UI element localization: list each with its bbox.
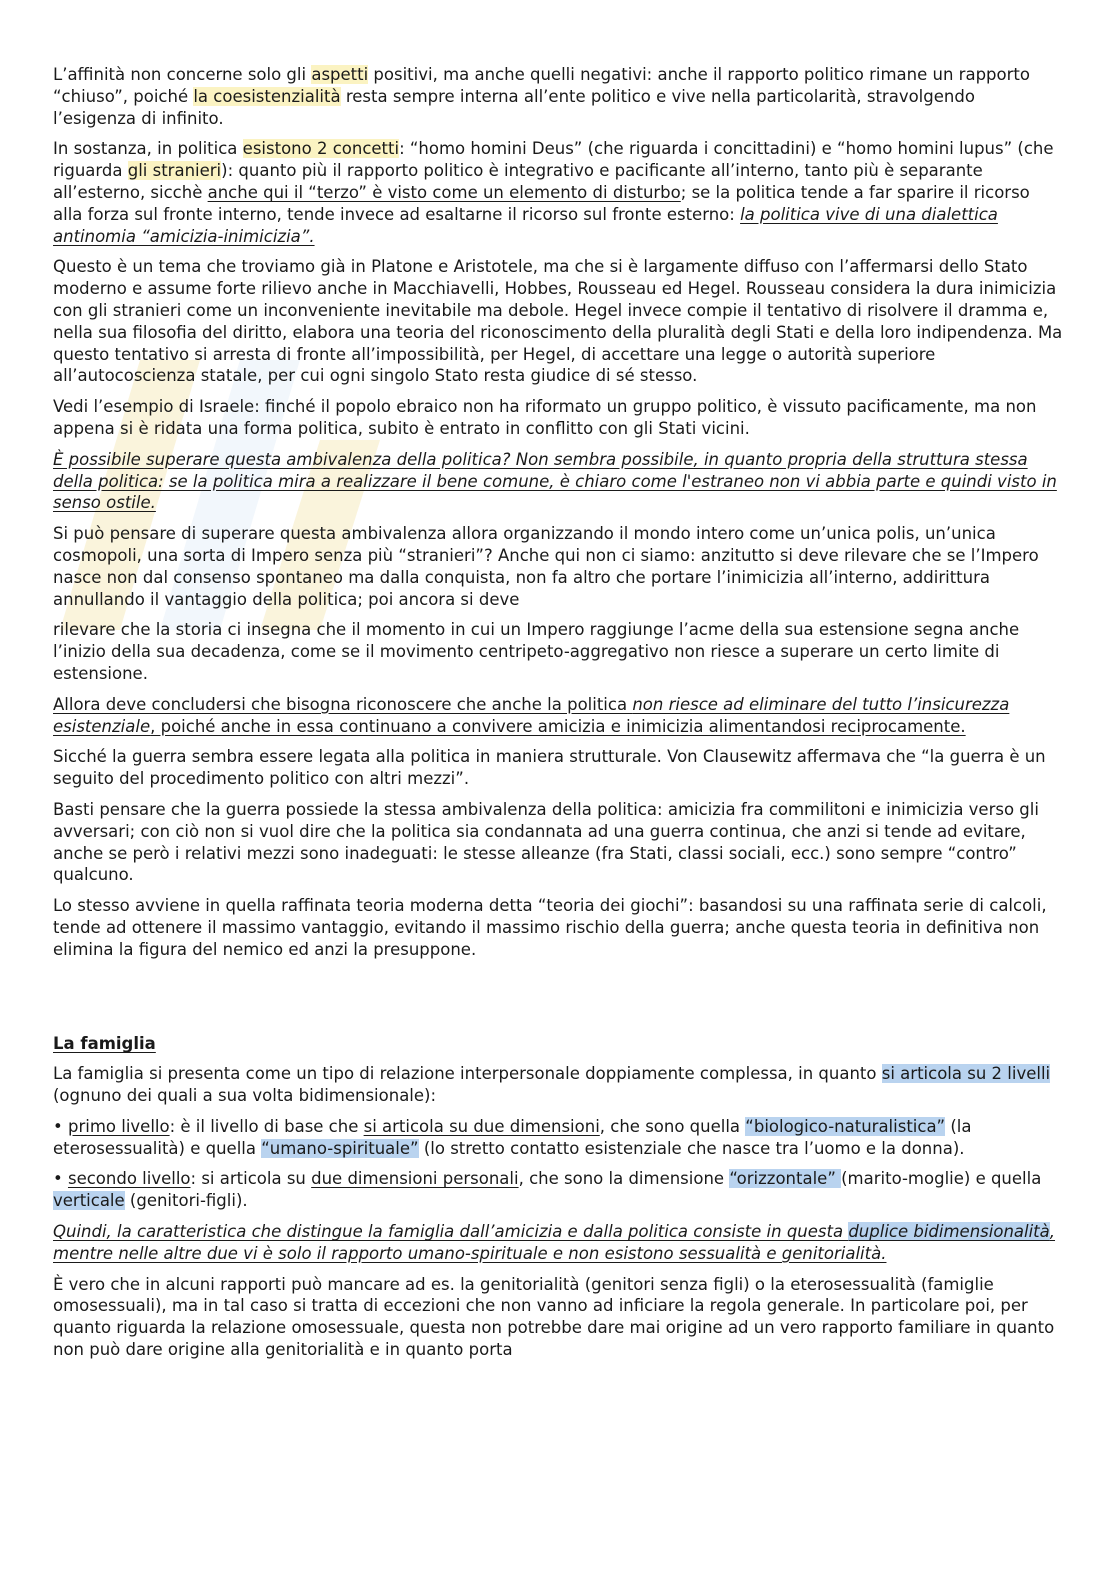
bullet-item-2: • secondo livello: si articola su due dimensioni personali, che sono la dimensione “orizzontale” (marito-moglie) e quella verticale (genitori-figli).: [53, 1169, 1042, 1211]
bullet-mark: •: [53, 1169, 68, 1189]
bullet-item-1: • primo livello: è il livello di base che si articola su due dimensioni, che sono quella “biologico-naturalistica” (la eterosessualità) e quella “umano-spirituale” (lo stretto contatto esistenziale che nasce tra l’uomo e la donna).: [53, 1116, 972, 1158]
paragraph-1: L’affinità non concerne solo gli aspetti positivi, ma anche quelli negativi: anche il rapporto politico rimane un rapporto “chiuso”, poiché la coesistenzialità resta sempre interna all’ente politico e vive nella particolarità, stravolgendo l’esigenza di infinito.: [53, 65, 1030, 128]
section-last-paragraph: È vero che in alcuni rapporti può mancare ad es. la genitorialità (genitori senza figli) o la eterosessualità (famiglie omosessuali), ma in tal caso si tratta di eccezioni che non vanno ad inficiare la regola generale. In particolare poi, per quanto riguarda la relazione omosessuale, questa non potrebbe dare mai origine ad un vero rapporto familiare in quanto non può dare origine alla genitorialità e in quanto porta: [53, 1274, 1055, 1360]
paragraph-9: Sicché la guerra sembra essere legata alla politica in maniera strutturale. Von Clausewitz affermava che “la guerra è un seguito del procedimento politico con altri mezzi”.: [53, 747, 1046, 789]
paragraph-10: Basti pensare che la guerra possiede la stessa ambivalenza della politica: amicizia fra commilitoni e inimicizia verso gli avversari; con ciò non si vuol dire che la politica sia condannata ad una guerra continua, che anzi si tende ad evitare, anche se però i relativi mezzi sono inadeguati: le stesse alleanze (fra Stati, classi sociali, ecc.) sono sempre “contro” qualcuno.: [53, 799, 1039, 885]
section-heading: La famiglia: [53, 1034, 156, 1054]
paragraph-8: Allora deve concludersi che bisogna riconoscere che anche la politica non riesce ad eliminare del tutto l’insicurezza esistenziale, poiché anche in essa continuano a convivere amicizia e inimicizia alimentandosi reciprocamente.: [53, 694, 1010, 736]
paragraph-4: Vedi l’esempio di Israele: finché il popolo ebraico non ha riformato un gruppo politico, è vissuto pacificamente, ma non appena si è ridata una forma politica, subito è entrato in conflitto con gli Stati vicini.: [53, 397, 1037, 438]
section-spacer: [53, 969, 1063, 1033]
section-conclusion: Quindi, la caratteristica che distingue la famiglia dall’amicizia e dalla politica consiste in questa duplice bidimensionalità, mentre nelle altre due vi è solo il rapporto umano-spirituale e non esistono sessualità e genitorialità.: [53, 1222, 1056, 1263]
document-page: [53, 64, 1063, 1370]
bullet-mark: •: [53, 1116, 68, 1136]
paragraph-5: È possibile superare questa ambivalenza della politica? Non sembra possibile, in quanto propria della struttura stessa della politica: se la politica mira a realizzare il bene comune, è chiaro come l'estraneo non vi abbia parte e quindi visto in senso ostile.: [53, 449, 1057, 513]
paragraph-11: Lo stesso avviene in quella raffinata teoria moderna detta “teoria dei giochi”: basandosi su una raffinata serie di calcoli, tende ad ottenere il massimo vantaggio, evitando il massimo rischio della guerra; anche questa teoria in definitiva non elimina la figura del nemico ed anzi la presuppone.: [53, 896, 1047, 959]
section-intro: La famiglia si presenta come un tipo di relazione interpersonale doppiamente complessa, in quanto si articola su 2 livelli (ognuno dei quali a sua volta bidimensionale):: [53, 1064, 1051, 1106]
paragraph-6: Si può pensare di superare questa ambivalenza allora organizzando il mondo intero come un’unica polis, un’unica cosmopoli, una sorta di Impero senza più “stranieri”? Anche qui non ci siamo: anzitutto si deve rilevare che se l’Impero nasce non dal consenso spontaneo ma dalla conquista, non fa altro che portare l’inimicizia all’interno, addirittura annullando il vantaggio della politica; poi ancora si deve: [53, 524, 1039, 609]
paragraph-2: In sostanza, in politica esistono 2 concetti: “homo homini Deus” (che riguarda i concittadini) e “homo homini lupus” (che riguarda gli stranieri): quanto più il rapporto politico è integrativo e pacificante all’interno, tanto più è separante all’esterno, sicchè anche qui il “terzo” è visto come un elemento di disturbo; se la politica tende a far sparire il ricorso alla forza sul fronte interno, tende invece ad esaltarne il ricorso sul fronte esterno: la politica vive di una dialettica antinomia “amicizia-inimicizia”.: [53, 139, 1054, 246]
paragraph-3: Questo è un tema che troviamo già in Platone e Aristotele, ma che si è largamente diffuso con l’affermarsi dello Stato moderno e assume forte rilievo anche in Macchiavelli, Hobbes, Rousseau ed Hegel. Rousseau considera la dura inimicizia con gli stranieri come un inconveniente inevitabile ma debole. Hegel invece compie il tentativo di risolvere il dramma e, nella sua filosofia del diritto, elabora una teoria del riconoscimento della pluralità degli Stati e della loro indipendenza. Ma questo tentativo si arresta di fronte all’impossibilità, per Hegel, di accettare una legge o autorità superiore all’autocoscienza statale, per cui ogni singolo Stato resta giudice di sé stesso.: [53, 257, 1063, 386]
paragraph-7: rilevare che la storia ci insegna che il momento in cui un Impero raggiunge l’acme della sua estensione segna anche l’inizio della sua decadenza, come se il movimento centripeto-aggregativo non riesce a superare un certo limite di estensione.: [53, 620, 1020, 683]
